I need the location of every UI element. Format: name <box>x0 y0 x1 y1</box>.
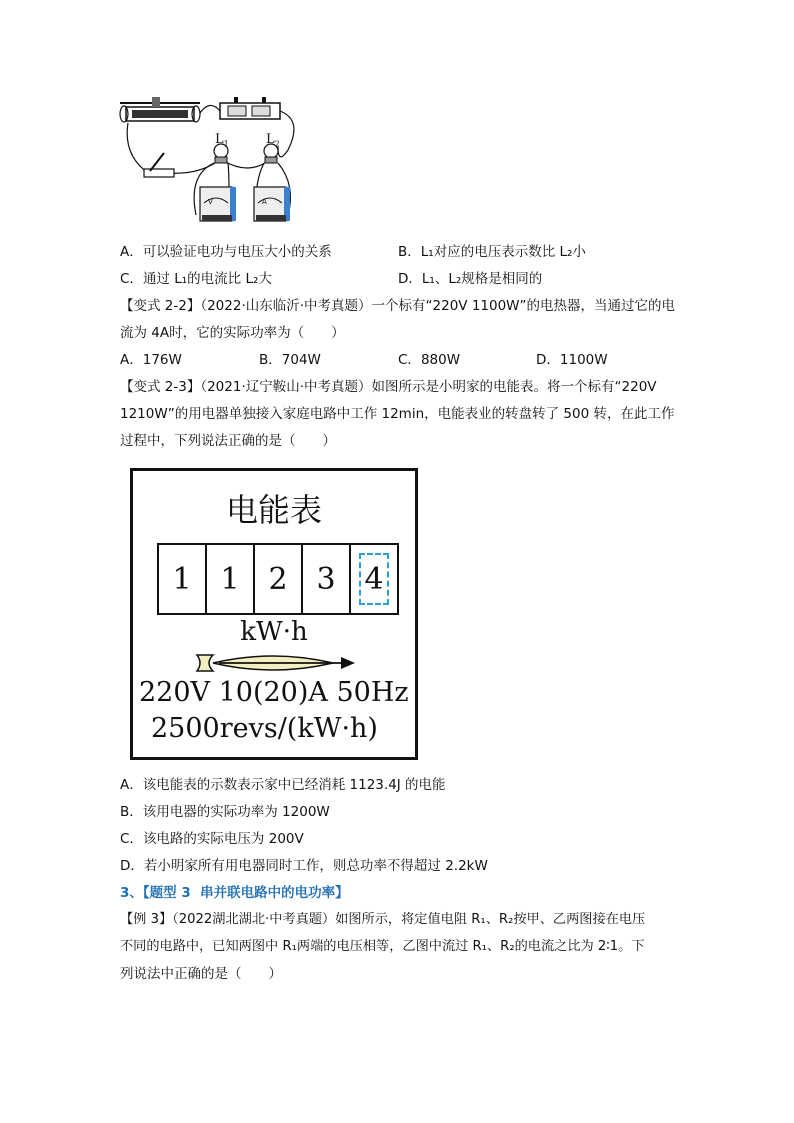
meter-a-label: A <box>262 198 267 206</box>
q4-stem-line1: 【例 3】（2022湖北湖北·中考真题）如图所示，将定值电阻 R₁、R₂按甲、乙两图接在电压 <box>120 912 646 927</box>
section-heading: 3、【题型 3 串并联电路中的电功率】 <box>120 885 349 901</box>
q2-stem-line1: 【变式 2-2】（2022·山东临沂·中考真题）一个标有“220V 1100W”的电热器，当通过它的电 <box>120 298 676 314</box>
q3-option-a[interactable]: A．该电能表的示数表示家中已经消耗 1123.4J 的电能 <box>120 777 446 793</box>
meter-digit: 3 <box>303 545 351 613</box>
q3-stem-line1: 【变式 2-3】（2021·辽宁鞍山·中考真题）如图所示是小明家的电能表。将一个标有“220V <box>120 379 657 395</box>
meter-digits <box>157 543 399 615</box>
q3-option-b[interactable]: B．该用电器的实际功率为 1200W <box>120 804 330 820</box>
meter-v-label: V <box>208 198 213 206</box>
electric-meter-figure <box>130 468 418 760</box>
meter-spec-1: 220V 10(20)A 50Hz <box>139 677 409 708</box>
q2-option-c[interactable]: C．880W <box>398 352 461 368</box>
q2-option-b[interactable]: B．704W <box>259 352 321 368</box>
q2-option-d[interactable]: D．1100W <box>536 352 608 368</box>
meter-digit: 1 <box>159 545 207 613</box>
q1-option-a[interactable]: A．可以验证电功与电压大小的关系 <box>120 244 332 260</box>
q1-option-d[interactable]: D．L₁、L₂规格是相同的 <box>398 271 543 287</box>
q3-stem-line2: 1210W”的用电器单独接入家庭电路中工作 12min，电能表业的转盘转了 500 转，在此工作 <box>120 406 675 422</box>
meter-title: 电能表 <box>225 491 322 529</box>
label-l2: $L_2$ <box>266 132 280 149</box>
meter-digit: 2 <box>255 545 303 613</box>
meter-digit: 1 <box>207 545 255 613</box>
q4-stem-line2: 不同的电路中，已知两图中 R₁两端的电压相等，乙图中流过 R₁、R₂的电流之比为 2∶1。下 <box>120 939 645 954</box>
circuit-figure <box>118 95 308 235</box>
q1-option-b[interactable]: B．L₁对应的电压表示数比 L₂小 <box>398 244 586 260</box>
q4-stem-line3: 列说法中正确的是（ ） <box>120 966 282 982</box>
meter-unit: kW·h <box>240 617 308 647</box>
q3-option-c[interactable]: C．该电路的实际电压为 200V <box>120 831 304 847</box>
q1-option-c[interactable]: C．通过 L₁的电流比 L₂大 <box>120 271 272 287</box>
q3-option-d[interactable]: D．若小明家所有用电器同时工作，则总功率不得超过 2.2kW <box>120 858 488 874</box>
meter-spec-2: 2500revs/(kW·h) <box>151 713 378 744</box>
rotation-arrow-icon <box>193 651 363 675</box>
meter-digit-decimal: 4 <box>351 545 397 613</box>
q3-stem-line3: 过程中，下列说法正确的是（ ） <box>120 433 336 449</box>
q2-option-a[interactable]: A．176W <box>120 352 182 368</box>
decimal-dashed-box <box>359 553 389 605</box>
label-l1: $L_1$ <box>215 132 229 149</box>
q2-stem-line2: 流为 4A时，它的实际功率为（ ） <box>120 325 345 341</box>
